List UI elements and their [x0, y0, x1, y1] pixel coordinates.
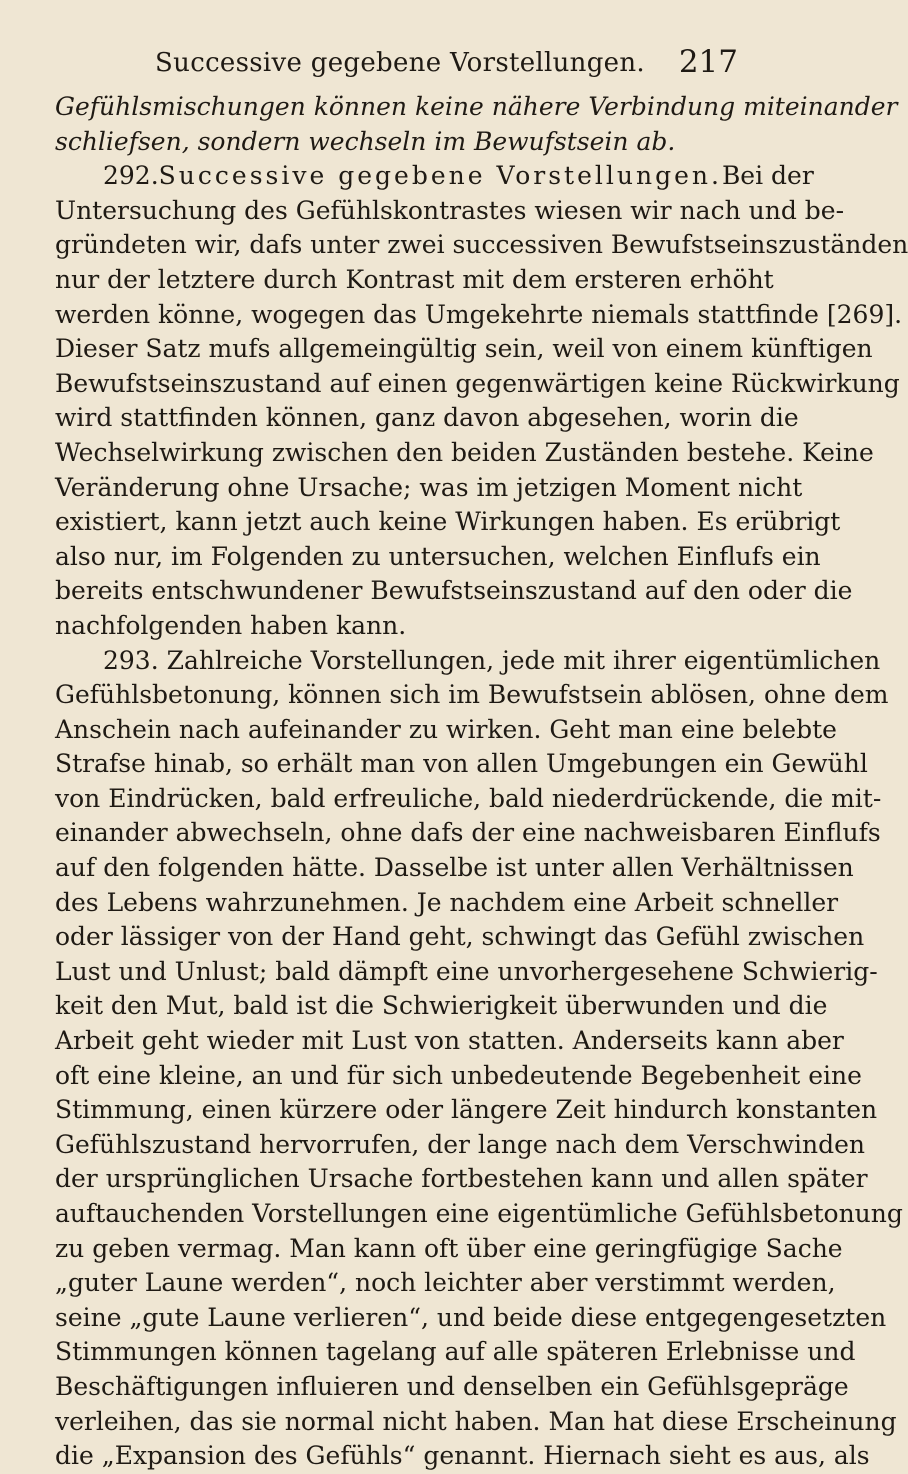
text-line: einander abwechseln, ohne dafs der eine nachweisbaren Einflufs: [55, 818, 881, 848]
running-header: [0, 44, 800, 84]
text-line: auftauchenden Vorstellungen eine eigentümliche Gefühlsbetonung: [55, 1199, 903, 1228]
text-line: werden könne, wogegen das Umgekehrte niemals stattfinde [269].: [55, 299, 903, 329]
text-line: wird stattfinden können, ganz davon abgesehen, worin die: [55, 403, 799, 433]
text-line: nur der letztere durch Kontrast mit dem ersteren erhöht: [55, 264, 774, 294]
text-line: Veränderung ohne Ursache; was im jetzigen Moment nicht: [55, 472, 803, 502]
text-line: Untersuchung des Gefühlskontrastes wiesen wir nach und be-: [55, 195, 845, 225]
text-line: existiert, kann jetzt auch keine Wirkungen haben. Es erübrigt: [55, 507, 841, 537]
text-line: Gefühlszustand hervorrufen, der lange nach dem Verschwinden: [55, 1129, 865, 1159]
text-line: Wechselwirkung zwischen den beiden Zuständen bestehe. Keine: [55, 437, 874, 467]
text-line: Gefühlsbetonung, können sich im Bewufstsein ablösen, ohne dem: [55, 680, 889, 710]
text-line: von Eindrücken, bald erfreuliche, bald niederdrückende, die mit-: [55, 783, 882, 813]
text-line: seine „gute Laune verlieren“, und beide diese entgegengesetzten: [55, 1302, 887, 1332]
section-number: 292.: [103, 161, 159, 191]
text-line: Strafse hinab, so erhält man von allen Umgebungen ein Gewühl: [55, 749, 868, 779]
text-line: Anschein nach aufeinander zu wirken. Geht man eine belebte: [55, 714, 837, 744]
text-line: auf den folgenden hätte. Dasselbe ist unter allen Verhältnissen: [55, 853, 854, 883]
page-number: 217: [678, 44, 738, 80]
text-line: oft eine kleine, an und für sich unbedeutende Begebenheit eine: [55, 1060, 862, 1090]
text-line: oder lässiger von der Hand geht, schwingt das Gefühl zwischen: [55, 922, 865, 952]
text-line: Arbeit geht wieder mit Lust von statten. Anderseits kann aber: [55, 1026, 844, 1056]
section-heading-line: [55, 159, 814, 194]
text-line: Beschäftigungen influieren und denselben ein Gefühlsgepräge: [55, 1371, 849, 1401]
text-line: Dieser Satz mufs allgemeingültig sein, weil von einem künftigen: [55, 334, 873, 364]
text-line: Bewufstseinszustand auf einen gegenwärtigen keine Rückwirkung: [55, 368, 900, 398]
text-line: Lust und Unlust; bald dämpft eine unvorhergesehene Schwierig-: [55, 956, 878, 986]
running-title: Successive gegebene Vorstellungen.: [155, 48, 645, 78]
text-line: verleihen, das sie normal nicht haben. Man hat diese Erscheinung: [55, 1406, 897, 1436]
section-title: Successive gegebene Vorstellungen.: [158, 161, 722, 191]
text-line: gründeten wir, dafs unter zwei successiven Bewufstseinszuständen: [55, 230, 908, 260]
text-line: nachfolgenden haben kann.: [55, 610, 407, 640]
text-line: schliefsen, sondern wechseln im Bewufstsein ab.: [55, 126, 676, 156]
text-line: keit den Mut, bald ist die Schwierigkeit überwunden und die: [55, 991, 828, 1021]
body-text: [55, 90, 908, 1474]
text-line: Gefühlsmischungen können keine nähere Verbindung miteinander: [55, 92, 898, 121]
text-line: Stimmungen können tagelang auf alle späteren Erlebnisse und: [55, 1337, 856, 1367]
text-line: „guter Laune werden“, noch leichter aber verstimmt werden,: [55, 1268, 836, 1298]
text-line: 293. Zahlreiche Vorstellungen, jede mit ihrer eigentümlichen: [103, 645, 881, 675]
text-line: des Lebens wahrzunehmen. Je nachdem eine Arbeit schneller: [55, 887, 839, 917]
text-line: die „Expansion des Gefühls“ genannt. Hiernach sieht es aus, als: [55, 1441, 870, 1471]
text-fragment: Bei der: [721, 161, 814, 191]
text-line: Stimmung, einen kürzere oder längere Zeit hindurch konstanten: [55, 1095, 878, 1125]
text-line: zu geben vermag. Man kann oft über eine geringfügige Sache: [55, 1233, 843, 1263]
text-line: der ursprünglichen Ursache fortbestehen kann und allen später: [55, 1164, 868, 1194]
text-line: bereits entschwundener Bewufstseinszustand auf den oder die: [55, 576, 853, 606]
text-line: also nur, im Folgenden zu untersuchen, welchen Einflufs ein: [55, 541, 821, 571]
